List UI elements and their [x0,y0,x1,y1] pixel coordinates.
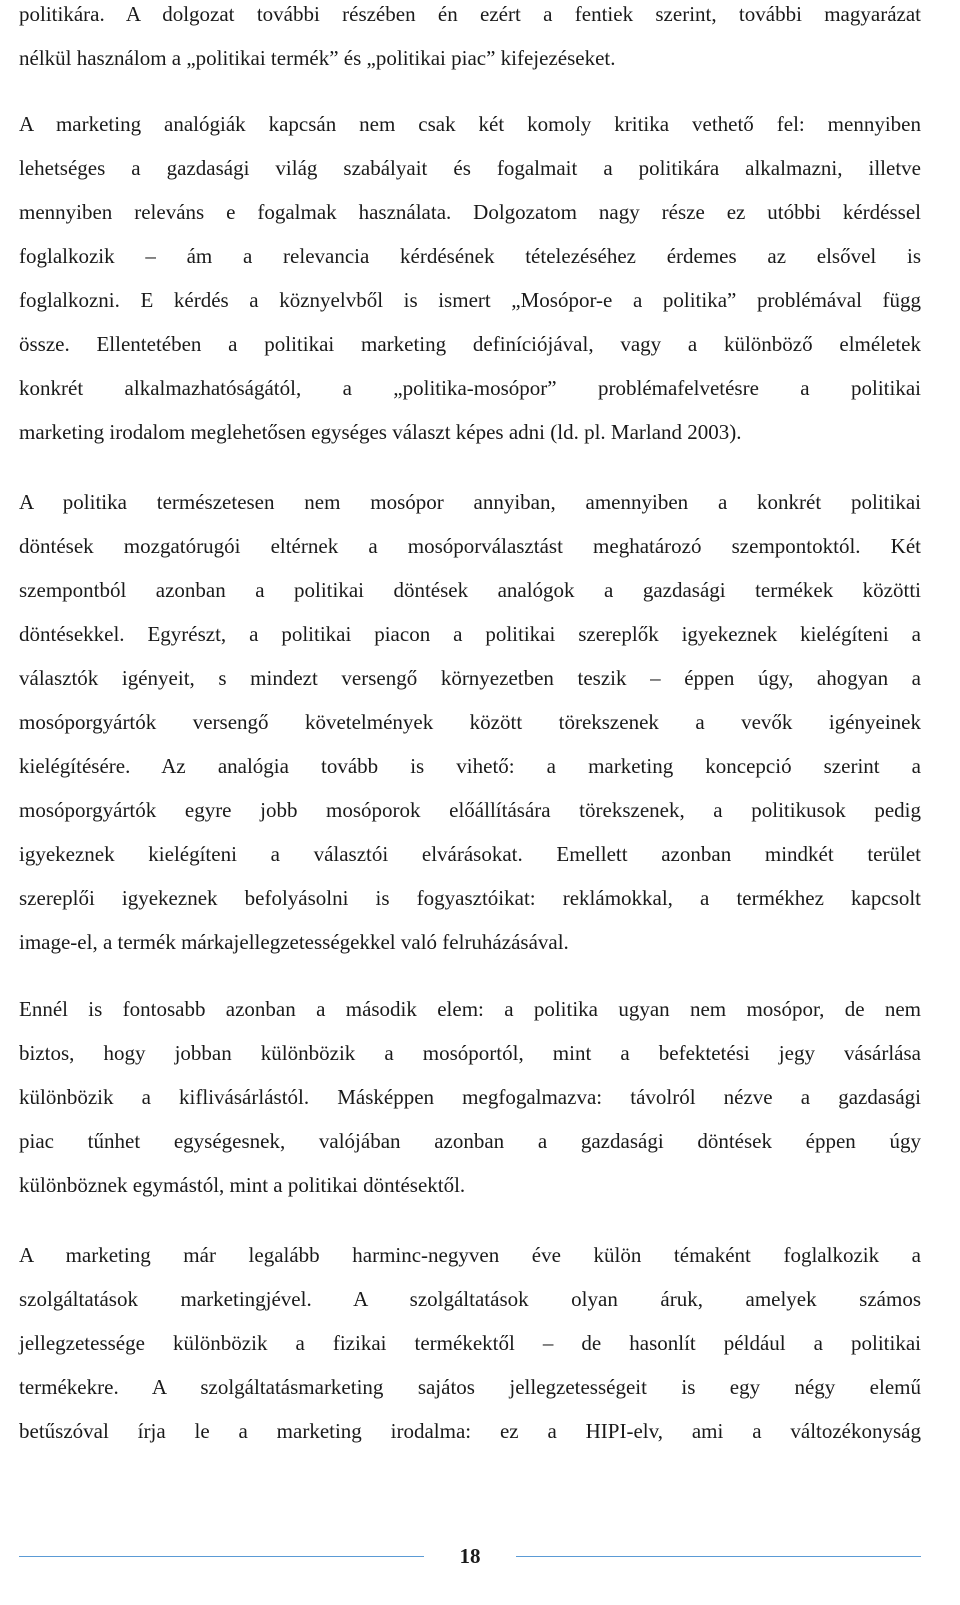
footer-rule-left [19,1556,424,1557]
text-line: különbözik a kiflivásárlástól. Másképpen megfogalmazva: távolról nézve a gazdasági [19,1085,921,1109]
paragraph-1 [19,102,921,454]
text-line: választók igényeit, s mindezt versengő környezetben teszik – éppen úgy, ahogyan a [19,666,921,690]
text-line: A marketing már legalább harminc-negyven éve külön témaként foglalkozik a [19,1243,921,1267]
paragraph-0 [19,0,921,80]
paragraph-3 [19,987,921,1207]
text-line: szereplői igyekeznek befolyásolni is fogyasztóikat: reklámokkal, a termékhez kapcsolt [19,886,921,910]
text-line: Ennél is fontosabb azonban a második elem: a politika ugyan nem mosópor, de nem [19,997,921,1021]
text-line: konkrét alkalmazhatóságától, a „politika-mosópor” problémafelvetésre a politikai [19,376,921,400]
text-line: foglalkozni. E kérdés a köznyelvből is ismert „Mosópor-e a politika” problémával függ [19,288,921,312]
paragraph-4 [19,1233,921,1453]
text-line: politikára. A dolgozat további részében én ezért a fentiek szerint, további magyarázat [19,2,921,26]
text-line: döntésekkel. Egyrészt, a politikai piacon a politikai szereplők igyekeznek kielégíteni a [19,622,921,646]
text-line: különböznek egymástól, mint a politikai döntésektől. [19,1173,466,1197]
text-line: piac tűnhet egységesnek, valójában azonban a gazdasági döntések éppen úgy [19,1129,921,1153]
footer-rule-right [516,1556,921,1557]
text-line: össze. Ellentetében a politikai marketing definíciójával, vagy a különböző elméletek [19,332,921,356]
text-line: mennyiben releváns e fogalmak használata. Dolgozatom nagy része ez utóbbi kérdéssel [19,200,921,224]
text-line: döntések mozgatórugói eltérnek a mosóporválasztást meghatározó szempontoktól. Két [19,534,921,558]
text-line: mosóporgyártók egyre jobb mosóporok előállítására törekszenek, a politikusok pedig [19,798,921,822]
text-line: mosóporgyártók versengő követelmények között törekszenek a vevők igényeinek [19,710,921,734]
text-line: szempontból azonban a politikai döntések analógok a gazdasági termékek közötti [19,578,921,602]
text-line: lehetséges a gazdasági világ szabályait és fogalmait a politikára alkalmazni, illetve [19,156,921,180]
text-line: biztos, hogy jobban különbözik a mosóportól, mint a befektetési jegy vásárlása [19,1041,921,1065]
text-line: szolgáltatások marketingjével. A szolgáltatások olyan áruk, amelyek számos [19,1287,921,1311]
text-line: nélkül használom a „politikai termék” és „politikai piac” kifejezéseket. [19,46,616,70]
text-line: marketing irodalom meglehetősen egységes választ képes adni (ld. pl. Marland 2003). [19,420,742,444]
text-line: termékekre. A szolgáltatásmarketing sajátos jellegzetességeit is egy négy elemű [19,1375,921,1399]
text-line: A politika természetesen nem mosópor annyiban, amennyiben a konkrét politikai [19,490,921,514]
text-line: kielégítésére. Az analógia tovább is vihető: a marketing koncepció szerint a [19,754,921,778]
text-line: image-el, a termék márkajellegzetességekkel való felruházásával. [19,930,569,954]
text-line: betűszóval írja le a marketing irodalma: ez a HIPI-elv, ami a változékonyság [19,1419,921,1443]
text-line: jellegzetessége különbözik a fizikai termékektől – de hasonlít például a politikai [19,1331,921,1355]
page-footer [0,1530,960,1590]
text-line: igyekeznek kielégíteni a választói elvárásokat. Emellett azonban mindkét terület [19,842,921,866]
paragraph-2 [19,480,921,964]
page-number: 18 [459,1544,481,1568]
text-line: A marketing analógiák kapcsán nem csak két komoly kritika vethető fel: mennyiben [19,112,921,136]
text-line: foglalkozik – ám a relevancia kérdésének tételezéséhez érdemes az elsővel is [19,244,921,268]
